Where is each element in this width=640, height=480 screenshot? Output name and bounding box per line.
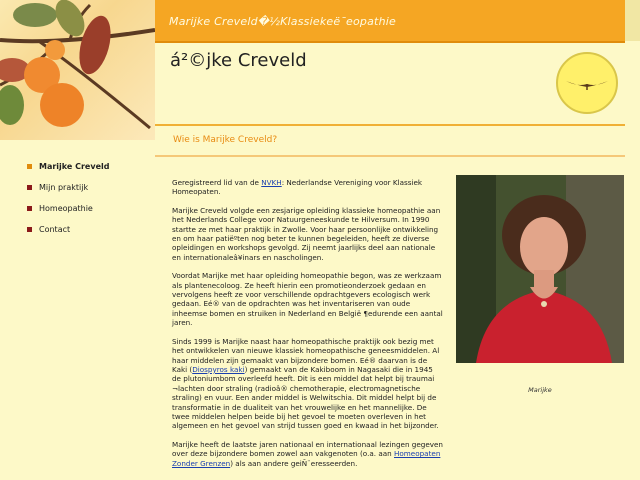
nav-item-label: Marijke Creveld [39, 162, 110, 171]
nav-item-label: Homeopathie [39, 204, 93, 213]
nav-item-label: Mijn praktijk [39, 183, 89, 192]
header-banner [155, 0, 625, 43]
section-title: Wie is Marijke Creveld? [173, 135, 278, 145]
header-artwork-persimmon [0, 0, 155, 140]
sidebar-nav [27, 156, 109, 240]
nav-item-homeopathie[interactable] [27, 198, 109, 219]
nav-item-contact[interactable] [27, 219, 109, 240]
banner-end-strip [625, 0, 640, 41]
nvkh-link[interactable]: NVKH [261, 178, 282, 187]
main-content [172, 178, 444, 477]
bullet-icon [27, 227, 32, 232]
section-divider [155, 155, 625, 157]
bullet-icon [27, 206, 32, 211]
bird-logo-icon [556, 52, 618, 114]
persimmon-illustration [0, 0, 155, 140]
bullet-icon [27, 185, 32, 190]
nav-item-mijn-praktijk[interactable] [27, 177, 109, 198]
nav-item-label: Contact [39, 225, 71, 234]
header-divider [155, 124, 625, 126]
page-heading: á²©jke Creveld [170, 50, 307, 71]
paragraph-remedies: Sinds 1999 is Marijke naast haar homeopathische praktijk ook bezig met het ontwikkelen van nieuwe klassiek homeopathische geneesmiddelen. Al haar middelen zijn gemaakt van bijzondere bomen. Eé® daarvan is de Kaki (Diospyros kaki) gemaakt van de Kakiboom in Nagasaki die in 1945 de plutoniumbom overleefd heeft. Dit is een middel dat helpt bij traumai ¬lachten door straling (radioâ® chemotherapie, electromagnetische straling) en vuur. Een ander middel is Welwitschia. Dit middel helpt bij de transformatie in de dualiteit van het vrouwelijke en het mannelijke. De twee middelen helpen beide bij het gevoel te moeten overleven in het algemeen en het gevoel van strijd tussen goed en kwaad in het bijzonder. [172, 336, 440, 431]
paragraph-ecology: Voordat Marijke met haar opleiding homeopathie begon, was ze werkzaam als plantenecoloog. Ze heeft hierin een promotieonderzoek gedaan en vervolgens heeft ze voor verschillende opdrachtgevers ecologisch werk gedaan. Eé® van de opdrachten was het inventariseren van oude inheemse bomen en struiken in Nederland en België ¶edurende een aantal jaren. [172, 271, 443, 328]
bullet-icon [27, 164, 32, 169]
paragraph-membership: Geregistreerd lid van de NVKH: Nederlandse Vereniging voor Klassiek Homeopaten. [172, 178, 423, 197]
banner-title: Marijke Creveld�½Klassiekeë¯eopathie [169, 15, 396, 28]
portrait-photo [456, 175, 624, 363]
paragraph-education: Marijke Creveld volgde een zesjarige opleiding klassieke homeopathie aan het Nederlands College voor Natuurgeneeskunde te Hilversum. In 1990 startte ze met haar praktijk in Zwolle. Voor haar persoonlijke ontwikkeling en om haar patiëºten nog beter te kunnen begeleiden, heeft ze diverse opleidingen en workshops gevolgd. Zij neemt jaarlijks deel aan nationale en internationaleâ¥inars en nascholingen. [172, 205, 441, 262]
diospyros-kaki-link[interactable]: Diospyros kaki [192, 364, 245, 374]
photo-caption: Marijke [528, 386, 552, 394]
paragraph-lectures: Marijke heeft de laatste jaren nationaal en internationaal lezingen gegeven over deze bijzondere bomen zowel aan vakgenoten (o.a. aan Homeopaten Zonder Grenzen) als aan andere geiÑ¨eresseerden. [172, 439, 443, 468]
nav-item-marijke-creveld[interactable] [27, 156, 109, 177]
homeopaten-zonder-grenzen-link[interactable]: Homeopaten Zonder Grenzen [172, 449, 441, 468]
